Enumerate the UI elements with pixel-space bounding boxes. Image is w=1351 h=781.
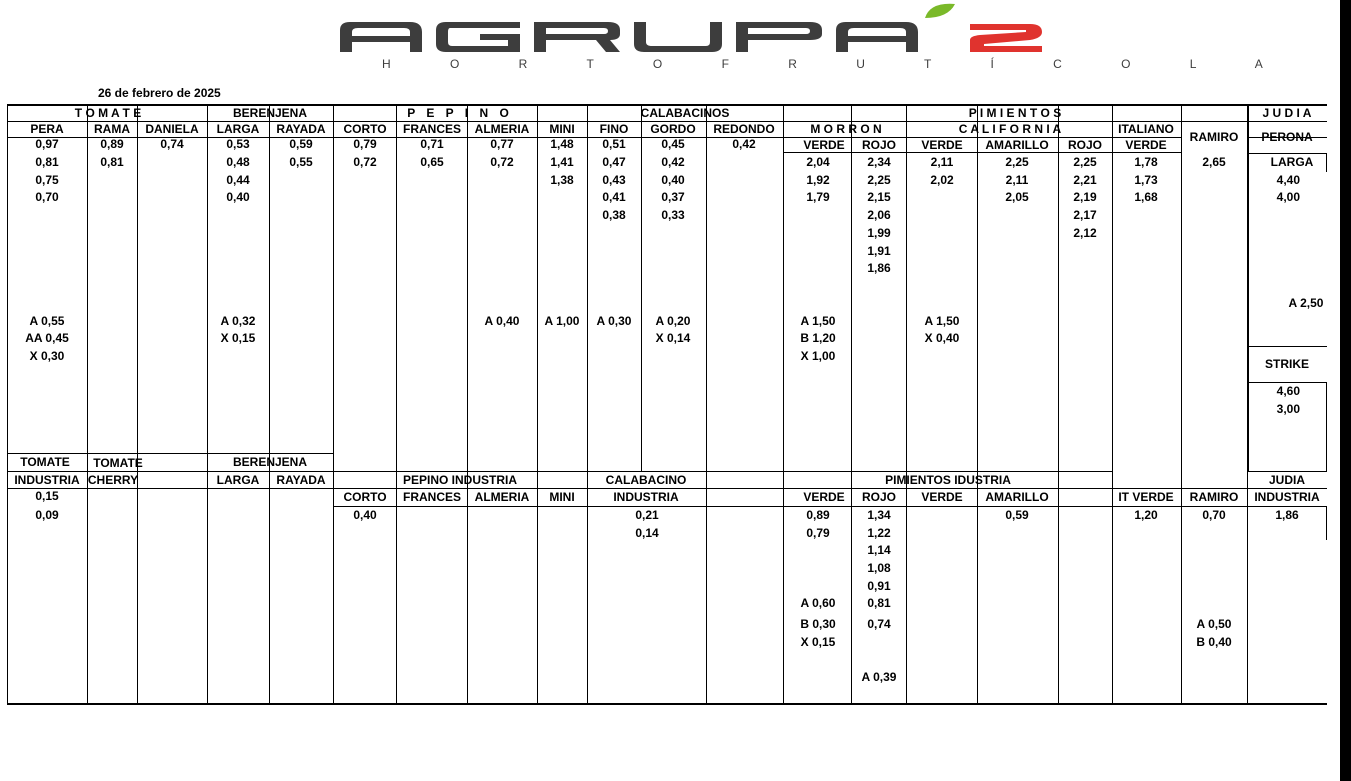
group-berenjena: BERENJENA — [232, 106, 308, 120]
grid-line — [333, 104, 334, 471]
bottom-header-mini: MINI — [549, 490, 575, 504]
price-cell: 1,14 — [867, 543, 891, 557]
grid-line — [207, 104, 208, 471]
grid-line — [137, 471, 138, 703]
group-tomate-industria-2: INDUSTRIA — [14, 473, 80, 487]
group-judia-industria-2: INDUSTRIA — [1254, 490, 1320, 504]
price-cell: 0,65 — [420, 155, 444, 169]
grid-line — [7, 471, 8, 703]
grid-line — [641, 104, 642, 471]
grid-line — [587, 104, 588, 471]
grid-line — [1247, 471, 1248, 703]
grid-line — [587, 471, 588, 703]
grid-line — [333, 471, 334, 703]
group-calabacino-2: INDUSTRIA — [613, 490, 679, 504]
price-cell: 0,89 — [806, 508, 830, 522]
grid-line — [906, 104, 907, 471]
group-pimientos-industria: PIMIENTOS IDUSTRIA — [885, 473, 1011, 487]
header-larga: LARGA — [216, 122, 260, 136]
price-cell: 0,15 — [35, 489, 59, 503]
group-calabacino: CALABACINO — [605, 473, 687, 487]
price-cell: 0,33 — [661, 208, 685, 222]
group-pimientos: P I M I E N T O S — [968, 106, 1062, 120]
price-cell: 1,86 — [867, 261, 891, 275]
header-almeria: ALMERIA — [474, 122, 530, 136]
bottom-header-amarillo: AMARILLO — [985, 490, 1049, 504]
grid-line — [7, 703, 1327, 705]
bottom-header-ramiro: RAMIRO — [1189, 490, 1239, 504]
subheader-amarillo-3: AMARILLO — [985, 138, 1049, 152]
price-cell: 0,72 — [490, 155, 514, 169]
price-cell: 2,15 — [867, 190, 891, 204]
price-cell: 1,68 — [1134, 190, 1158, 204]
price-cell: X 0,14 — [655, 331, 691, 345]
price-cell: 1,92 — [806, 173, 830, 187]
report-date: 26 de febrero de 2025 — [98, 86, 221, 100]
price-cell: 0,81 — [35, 155, 59, 169]
bottom-header-almeria: ALMERIA — [474, 490, 530, 504]
price-cell: 0,97 — [35, 137, 59, 151]
group-pepino-industria: PEPINO INDUSTRIA — [402, 473, 518, 487]
group-tomate-cherry-2: CHERRY — [87, 473, 139, 487]
price-cell: 0,42 — [661, 155, 685, 169]
price-cell: B 0,30 — [800, 617, 836, 631]
price-cell: 2,19 — [1073, 190, 1097, 204]
price-cell: 2,12 — [1073, 226, 1097, 240]
price-cell: A 0,40 — [484, 314, 520, 328]
header-morron: M O R R O N — [810, 122, 882, 136]
price-cell: 2,11 — [930, 155, 954, 169]
header-fino: FINO — [599, 122, 629, 136]
price-cell: 0,81 — [100, 155, 124, 169]
bottom-header-corto: CORTO — [343, 490, 387, 504]
grid-line — [467, 104, 468, 471]
group-judia-industria: JUDIA — [1268, 473, 1306, 487]
price-cell: 0,79 — [806, 526, 830, 540]
grid-line — [87, 104, 88, 471]
price-cell: 0,91 — [867, 579, 891, 593]
subheader-verde-5: VERDE — [1125, 138, 1167, 152]
price-cell: 2,17 — [1073, 208, 1097, 222]
grid-line — [706, 471, 707, 703]
price-cell: 0,74 — [160, 137, 184, 151]
bottom-header-rojo: ROJO — [861, 490, 897, 504]
grid-line — [7, 471, 1112, 472]
grid-line — [467, 471, 468, 703]
header-rama: RAMA — [94, 122, 130, 136]
grid-line — [396, 104, 397, 471]
bottom-header-verde2: VERDE — [921, 490, 963, 504]
price-cell: 0,74 — [867, 617, 891, 631]
price-cell: 0,44 — [226, 173, 250, 187]
grid-line — [7, 453, 333, 454]
price-cell: B 1,20 — [800, 331, 836, 345]
header-pera: PERA — [30, 122, 64, 136]
grid-line — [1326, 506, 1327, 540]
price-cell: 0,70 — [1202, 508, 1226, 522]
group-calabacinos: CALABACINOS — [640, 106, 730, 120]
grid-line — [1181, 104, 1182, 471]
header-ramiro: RAMIRO — [1189, 130, 1239, 144]
price-cell: 1,91 — [867, 244, 891, 258]
price-cell: 0,45 — [661, 137, 685, 151]
group-pepino: P E P I N O — [407, 106, 513, 120]
grid-line — [1326, 153, 1327, 172]
price-cell: 0,21 — [635, 508, 659, 522]
grid-line — [396, 471, 397, 703]
price-cell: 2,02 — [930, 173, 954, 187]
price-cell: 1,34 — [867, 508, 891, 522]
price-cell: 1,38 — [550, 173, 574, 187]
group-tomate-cherry: TOMATE — [93, 456, 143, 470]
grid-line — [1247, 346, 1327, 347]
grid-line — [851, 471, 852, 703]
price-cell: 3,00 — [1276, 402, 1300, 416]
grid-line — [1247, 104, 1249, 471]
grid-line — [1181, 471, 1182, 703]
judia-larga-extra: A 2,50 — [1288, 296, 1324, 310]
price-cell: 0,09 — [35, 508, 59, 522]
price-cell: A 0,30 — [596, 314, 632, 328]
price-cell: A 0,32 — [220, 314, 256, 328]
group-tomate-industria: TOMATE — [20, 455, 70, 469]
grid-line — [333, 506, 783, 507]
price-cell: 1,73 — [1134, 173, 1158, 187]
group-judia: J U D I A — [1262, 106, 1312, 120]
grid-line — [851, 104, 852, 471]
price-cell: 0,70 — [35, 190, 59, 204]
price-cell: 0,89 — [100, 137, 124, 151]
price-cell: 0,71 — [420, 137, 444, 151]
grid-line — [269, 471, 270, 703]
price-cell: 2,34 — [867, 155, 891, 169]
price-cell: X 1,00 — [800, 349, 836, 363]
price-cell: 0,59 — [1005, 508, 1029, 522]
price-cell: 4,00 — [1276, 190, 1300, 204]
price-cell: 1,20 — [1134, 508, 1158, 522]
group-tomate: T O M A T E — [74, 106, 142, 120]
price-cell: 0,79 — [353, 137, 377, 151]
grid-line — [977, 471, 978, 703]
grid-line — [537, 104, 538, 471]
grid-line — [137, 104, 138, 471]
price-cell: 0,75 — [35, 173, 59, 187]
price-cell: 0,43 — [602, 173, 626, 187]
price-cell: 0,77 — [490, 137, 514, 151]
price-cell: 1,86 — [1275, 508, 1299, 522]
subheader-rojo-4: ROJO — [1067, 138, 1103, 152]
price-cell: 1,41 — [550, 155, 574, 169]
price-cell: 1,78 — [1134, 155, 1158, 169]
bottom-header-verde: VERDE — [803, 490, 845, 504]
grid-line — [1058, 104, 1059, 471]
price-cell: 0,47 — [602, 155, 626, 169]
price-cell: X 0,15 — [220, 331, 256, 345]
header-rayada: RAYADA — [276, 122, 326, 136]
price-cell: 0,37 — [661, 190, 685, 204]
tagline: H O R T O F R U T Í C O L A — [382, 57, 1291, 71]
grid-line — [1112, 104, 1113, 471]
price-cell: X 0,40 — [924, 331, 960, 345]
header-corto: CORTO — [343, 122, 387, 136]
price-cell: 1,99 — [867, 226, 891, 240]
bottom-header-frances: FRANCES — [402, 490, 462, 504]
price-cell: 0,38 — [602, 208, 626, 222]
price-cell: 0,81 — [867, 596, 891, 610]
header-perona: PERONA — [1261, 130, 1313, 144]
header-daniela: DANIELA — [145, 122, 199, 136]
price-cell: A 1,50 — [800, 314, 836, 328]
price-cell: 0,42 — [732, 137, 756, 151]
price-cell: 0,40 — [353, 508, 377, 522]
grid-line — [1058, 471, 1059, 703]
price-cell: 1,48 — [550, 137, 574, 151]
grid-line — [706, 104, 707, 471]
price-cell: 2,11 — [1005, 173, 1029, 187]
group-berenjena-industria: BERENJENA — [232, 455, 308, 469]
price-cell: A 1,00 — [544, 314, 580, 328]
header-italiano: ITALIANO — [1118, 122, 1174, 136]
grid-line — [1326, 382, 1327, 471]
price-cell: 0,40 — [226, 190, 250, 204]
right-edge-bar — [1340, 0, 1351, 781]
price-cell: 0,72 — [353, 155, 377, 169]
grid-line — [1247, 121, 1327, 122]
grid-line — [537, 471, 538, 703]
bottom-header-it_verde: IT VERDE — [1118, 490, 1174, 504]
price-cell: A 0,55 — [29, 314, 65, 328]
grid-line — [783, 488, 1327, 489]
grid-line — [783, 104, 784, 471]
grid-line — [1247, 153, 1327, 154]
judia-strike-label: STRIKE — [1264, 357, 1310, 371]
price-cell: 2,65 — [1202, 155, 1226, 169]
grid-line — [7, 488, 783, 489]
price-cell: A 1,50 — [924, 314, 960, 328]
price-cell: 2,25 — [1073, 155, 1097, 169]
price-cell: 2,21 — [1073, 173, 1097, 187]
price-cell: 0,53 — [226, 137, 250, 151]
grid-line — [906, 471, 907, 703]
price-cell: 4,40 — [1276, 173, 1300, 187]
price-cell: 0,14 — [635, 526, 659, 540]
price-cell: B 0,40 — [1196, 635, 1232, 649]
price-cell: X 0,30 — [29, 349, 65, 363]
price-cell: 1,22 — [867, 526, 891, 540]
price-cell: 0,59 — [289, 137, 313, 151]
grid-line — [977, 104, 978, 471]
price-cell: 0,51 — [602, 137, 626, 151]
grid-line — [1247, 382, 1327, 383]
price-cell: A 0,60 — [800, 596, 836, 610]
grid-line — [1112, 471, 1113, 703]
price-cell: A 0,50 — [1196, 617, 1232, 631]
judia-larga-label: LARGA — [1270, 155, 1314, 169]
header-redondo: REDONDO — [713, 122, 775, 136]
grid-line — [207, 471, 208, 703]
price-cell: 0,55 — [289, 155, 313, 169]
grid-line — [783, 506, 1327, 507]
grid-line — [87, 471, 88, 703]
price-cell: 2,25 — [867, 173, 891, 187]
price-cell: 2,06 — [867, 208, 891, 222]
price-cell: A 0,39 — [861, 670, 897, 684]
grid-line — [783, 152, 1181, 153]
price-cell: 0,48 — [226, 155, 250, 169]
price-cell: 0,40 — [661, 173, 685, 187]
subheader-rojo-1: ROJO — [861, 138, 897, 152]
header-gordo: GORDO — [650, 122, 696, 136]
header-frances: FRANCES — [402, 122, 462, 136]
price-cell: X 0,15 — [800, 635, 836, 649]
price-cell: 2,04 — [806, 155, 830, 169]
bottom-header-rayada: RAYADA — [276, 473, 326, 487]
price-cell: 1,79 — [806, 190, 830, 204]
price-cell: 1,08 — [867, 561, 891, 575]
header-mini: MINI — [549, 122, 575, 136]
price-cell: 2,25 — [1005, 155, 1029, 169]
price-cell: AA 0,45 — [25, 331, 69, 345]
subheader-verde-2: VERDE — [921, 138, 963, 152]
subheader-verde-0: VERDE — [803, 138, 845, 152]
price-cell: A 0,20 — [655, 314, 691, 328]
grid-line — [7, 104, 8, 471]
grid-line — [1247, 471, 1327, 472]
grid-line — [783, 471, 784, 703]
bottom-header-larga: LARGA — [216, 473, 260, 487]
price-cell: 0,41 — [602, 190, 626, 204]
agrupa-logo — [330, 0, 1291, 72]
price-cell: 2,05 — [1005, 190, 1029, 204]
header-california: C A L I F O R N I A — [958, 122, 1062, 136]
price-cell: 4,60 — [1276, 384, 1300, 398]
grid-line — [269, 104, 270, 471]
